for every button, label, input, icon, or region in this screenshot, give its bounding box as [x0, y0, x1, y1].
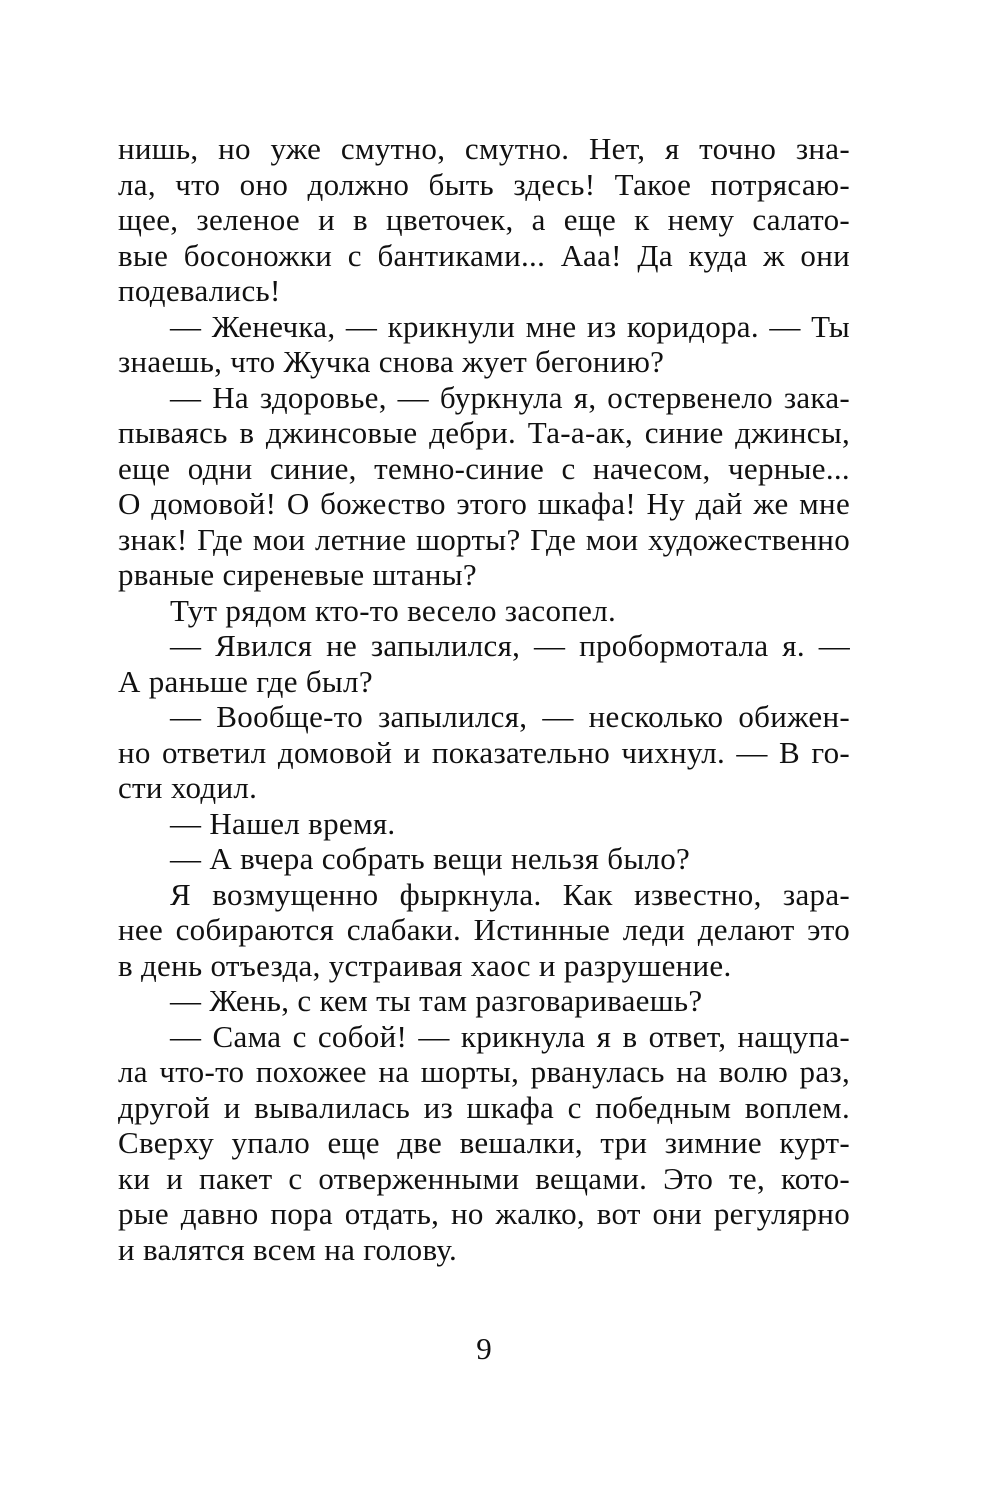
page-number: 9	[476, 1331, 492, 1366]
text-line: рваные сиреневые штаны?	[118, 557, 477, 592]
text-line: в день отъезда, устраивая хаос и разрушение.	[118, 947, 732, 983]
text-line: нишь, но уже смутно, смутно. Нет, я точно зна-	[118, 131, 850, 166]
text-line: Тут рядом кто-то весело засопел.	[170, 592, 617, 628]
text-line: щее, зеленое и в цветочек, а еще к нему салато-	[118, 202, 850, 237]
text-line: рые давно пора отдать, но жалко, вот они регулярно	[118, 1196, 850, 1231]
text-line: — Жень, с кем ты там разговариваешь?	[170, 983, 703, 1018]
book-page	[118, 0, 850, 1367]
text-line: — Вообще-то запылился, — несколько обижен-	[170, 699, 850, 734]
text-line: — На здоровье, — буркнула я, остервенело зака-	[170, 379, 850, 415]
text-line: нее собираются слабаки. Истинные леди делают это	[118, 912, 850, 947]
text-line: подевались!	[118, 273, 281, 308]
text-line: ки и пакет с отверженными вещами. Это те, кото-	[118, 1160, 850, 1196]
text-line: и валятся всем на голову.	[118, 1231, 458, 1267]
text-line: еще одни синие, темно-синие с начесом, черные...	[118, 450, 850, 486]
text-line: Сверху упало еще две вешалки, три зимние курт-	[118, 1125, 850, 1160]
text-line: знаешь, что Жучка снова жует бегонию?	[118, 344, 665, 379]
text-line: знак! Где мои летние шорты? Где мои художественно	[118, 521, 850, 557]
text-line: сти ходил.	[118, 770, 258, 805]
text-line: ла что-то похожее на шорты, рванулась на волю раз,	[118, 1054, 850, 1089]
text-line: другой и вывалилась из шкафа с победным воплем.	[118, 1089, 850, 1125]
text-line: но ответил домовой и показательно чихнул. — В го-	[118, 734, 850, 770]
text-line: — Нашел время.	[170, 805, 396, 841]
text-line: — Сама с собой! — крикнула я в ответ, нащупа-	[170, 1018, 850, 1054]
text-line: А раньше где был?	[118, 663, 373, 699]
text-line: Я возмущенно фыркнула. Как известно, зара-	[170, 876, 850, 912]
text-line: — Женечка, — крикнули мне из коридора. — Ты	[170, 308, 850, 344]
text-line: — А вчера собрать вещи нельзя было?	[170, 841, 691, 876]
text-line: пываясь в джинсовые дебри. Та-а-ак, синие джинсы,	[118, 415, 850, 450]
text-line: вые босоножки с бантиками... Ааа! Да куда ж они	[118, 237, 850, 273]
text-line: — Явился не запылился, — пробормотала я. —	[170, 628, 850, 663]
text-line: ла, что оно должно быть здесь! Такое потрясаю-	[118, 166, 850, 202]
text-line: О домовой! О божество этого шкафа! Ну дай же мне	[118, 486, 850, 521]
